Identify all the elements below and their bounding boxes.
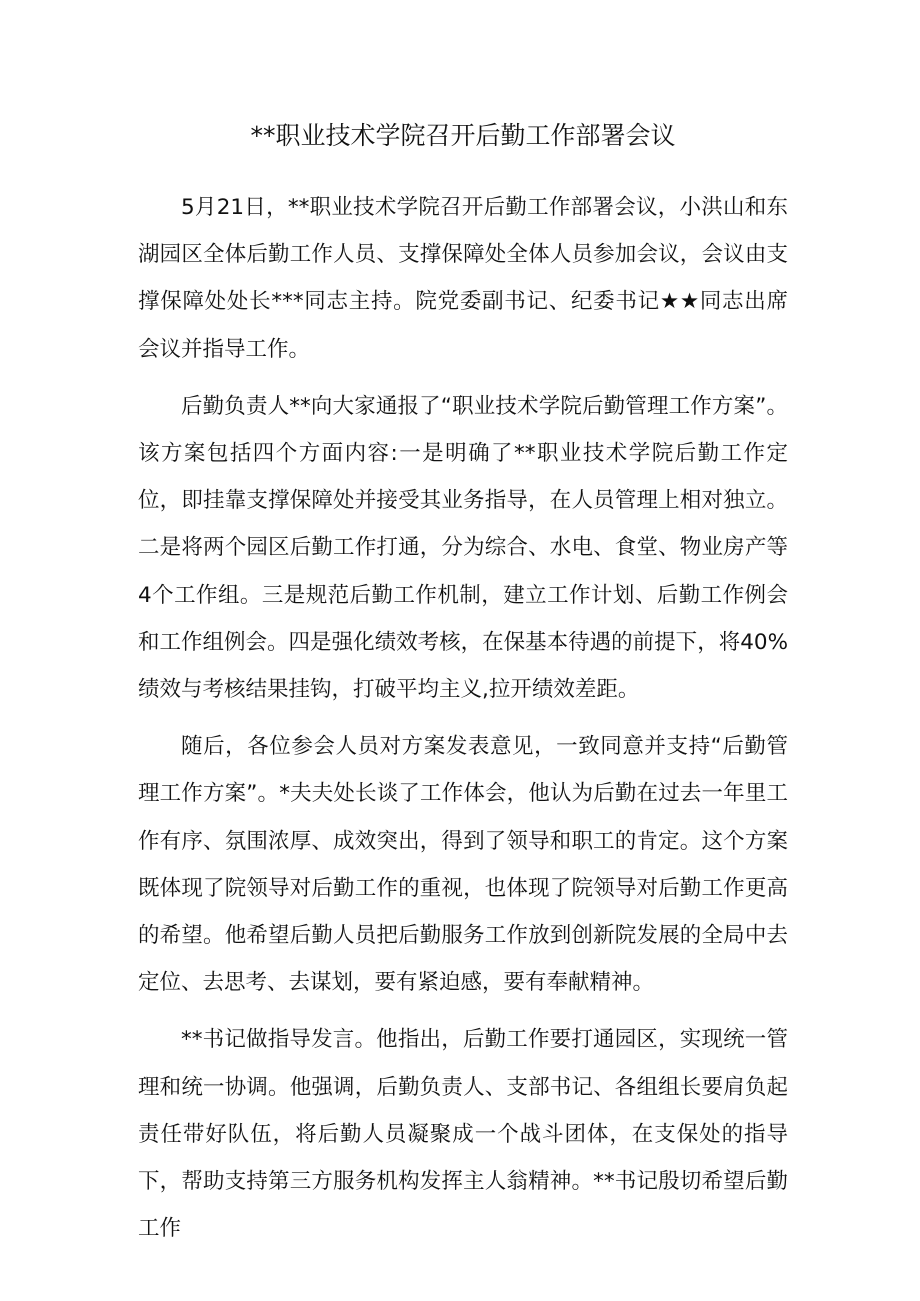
paragraph-discussion: 随后，各位参会人员对方案发表意见，一致同意并支持“后勤管理工作方案”。*夫夫处长谈了工作体会，他认为后勤在过去一年里工作有序、氛围浓厚、成效突出，得到了领导和职工的肯定。这个方案既体现了院领导对后勤工作的重视，也体现了院领导对后勤工作更高的希望。他希望后勤人员把后勤服务工作放到创新院发展的全局中去定位、去思考、去谋划，要有紧迫感，要有奉献精神。 xyxy=(138,734,788,996)
paragraph-plan-report: 后勤负责人**向大家通报了“职业技术学院后勤管理工作方案”。该方案包括四个方面内容:一是明确了**职业技术学院后勤工作定位，即挂靠支撑保障处并接受其业务指导，在人员管理上相对独立。二是将两个园区后勤工作打通，分为综合、水电、食堂、物业房产等4个工作组。三是规范后勤工作机制，建立工作计划、后勤工作例会和工作组例会。四是强化绩效考核，在保基本待遇的前提下，将40%绩效与考核结果挂钩，打破平均主义,拉开绩效差距。 xyxy=(138,393,788,703)
document-title: **职业技术学院召开后勤工作部署会议 xyxy=(250,121,676,150)
document-body xyxy=(138,184,788,1262)
paragraph-secretary-speech: **书记做指导发言。他指出，后勤工作要打通园区，实现统一管理和统一协调。他强调，后勤负责人、支部书记、各组组长要肩负起责任带好队伍，将后勤人员凝聚成一个战斗团体，在支保处的指导下，帮助支持第三方服务机构发挥主人翁精神。**书记殷切希望后勤工作 xyxy=(138,1027,788,1242)
paragraph-meeting-overview: 5月21日，**职业技术学院召开后勤工作部署会议，小洪山和东湖园区全体后勤工作人员、支撑保障处全体人员参加会议，会议由支撑保障处处长***同志主持。院党委副书记、纪委书记★★同志出席会议并指导工作。 xyxy=(138,195,788,362)
